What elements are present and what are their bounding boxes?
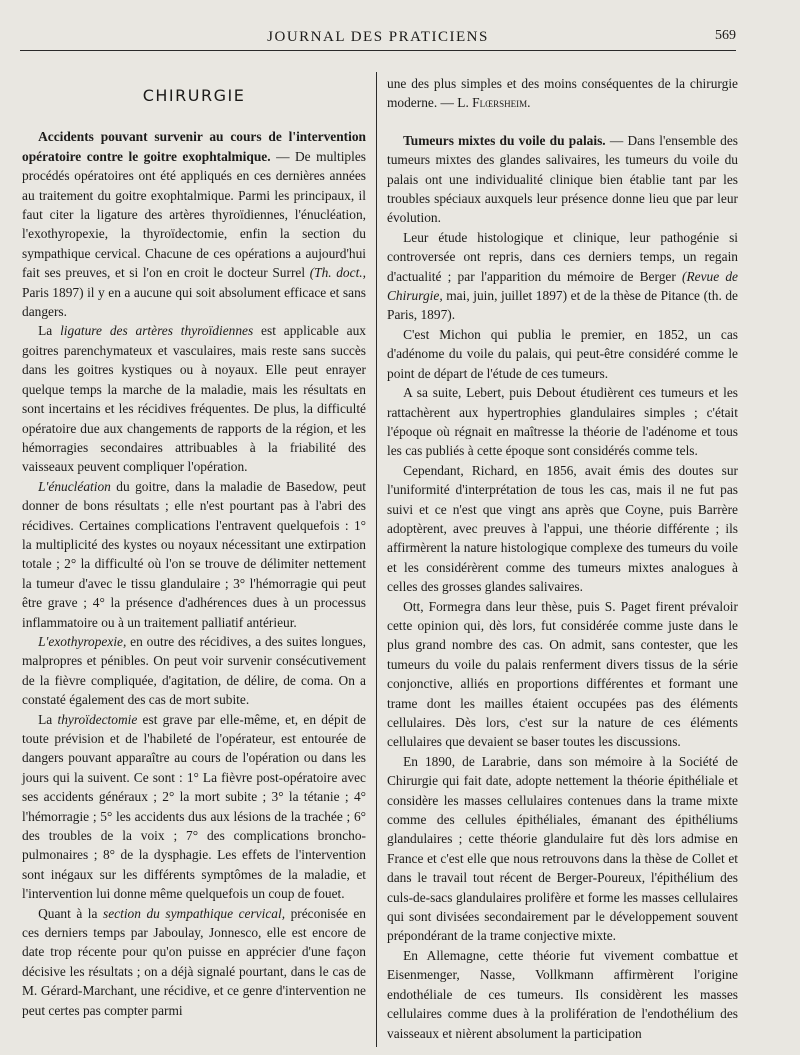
left-column [22, 74, 366, 1020]
paragraph-sympathique [22, 904, 366, 1020]
term-exothyropexie: L'exothyropexie, [38, 633, 127, 649]
term-sympathique: section du sympathique cervical, [103, 905, 286, 921]
paragraph-richard: Cependant, Richard, en 1856, avait émis des doutes sur l'uniformité d'interprétation de tous les cas, mais il ne fut pas suivi et ce n'est que vingt ans après que Coyne, puis Barrère adoptèrent, avec preuves à l'appui, une théorie différente ; ils affirmèrent la nature histologique complexe des tumeurs du voile et les considérèrent comme des tumeurs mixtes analogues à celles des grosses glandes salivaires. [387, 462, 738, 595]
text-segment: La [38, 711, 58, 727]
reference-surrel: (Th. doct., [309, 265, 366, 281]
paragraph-exothyropexie [22, 632, 366, 710]
paragraph-enucleation [22, 477, 366, 632]
paragraph-thyroidectomie-body: est grave par elle-même, et, en dépit de toute prévision et de l'habileté de l'opérateur, est entourée de dangers pouvant apparaître au cours de l'opération ou dans les jours qui la suivent. Ce sont : 1° La fièvre post-opératoire avec ses accidents généraux ; 2° la mort subite ; 3° la tétanie ; 4° l'hémorragie ; 5° les accidents dus aux lésions de la trachée ; 6° des troubles de la voix ; 7° des complications broncho-pulmonaires ; 8° de la dysphagie. Les effets de l'intervention sont inégaux sur les différents symptômes de la maladie, et l'intervention lui donne même quelquefois un coup de fouet. [22, 711, 366, 902]
continuation-text: une des plus simples et des moins conséquentes de la chirurgie moderne. — L. [387, 76, 738, 111]
term-thyroidectomie: thyroïdectomie [57, 711, 138, 727]
article-goitre-intro [22, 127, 366, 321]
paragraph-allemagne: En Allemagne, cette théorie fut vivement combattue et Eisenmenger, Nasse, Vollkmann affirmèrent l'origine endothéliale de ces tumeurs. Ils considèrent les masses cellulaires comme dues à la prolifération de l'endothélium des vaisseaux et nièrent absolument la participation [387, 947, 738, 1041]
article-goitre-title: Accidents pouvant survenir au cours de l'intervention opératoire contre le goitre exophtalmique. [22, 129, 366, 164]
running-title: JOURNAL DES PRATICIENS [267, 28, 489, 45]
page-header [20, 24, 736, 51]
article-palais-intro [387, 131, 738, 228]
term-ligature: ligature des artères thyroïdiennes [60, 323, 254, 339]
column-divider [376, 72, 377, 1047]
article-palais-body: — Dans l'ensemble des tumeurs mixtes des glandes salivaires, les tumeurs du voile du palais ont une individualité clinique bien établie tant par les troubles spéciaux auxquels leur présence donne lieu que par leur évolution. [387, 132, 738, 226]
right-column [387, 74, 738, 1043]
reference-revue: (Revue de Chirurgie, [387, 268, 738, 304]
paragraph-ligature [22, 321, 366, 476]
paragraph-lebert: A sa suite, Lebert, puis Debout étudièrent ces tumeurs et les rattachèrent aux hypertrophies glandulaires simples ; c'était l'époque où régnait en maîtresse la théorie de l'adénome et tous les cas publiés à cette époque sont considérés comme tels. [387, 385, 738, 459]
term-enucleation: L'énucléation [38, 478, 111, 494]
article-spacer [387, 113, 738, 131]
paragraph-larabrie: En 1890, de Larabrie, dans son mémoire à la Société de Chirurgie qui fait date, adopte nettement la théorie épithéliale et considère les masses cellulaires contenues dans la trame mixte comme des cellules épithéliales, émanant des épithéliums glandulaires ; cette théorie glandulaire fut dès lors admise en France et c'est elle que nous retrouvons dans la thèse de Collet et dans le travail tout récent de Berger-Poureux, l'épithélium des culs-de-sacs glandulaires prolifère et forme les masses cellulaires qui sont divisées secondairement par le développement souvent prépondérant de la trame conjective mixte. [387, 753, 738, 944]
paragraph-continuation [387, 74, 738, 113]
paragraph-enucleation-body: du goitre, dans la maladie de Basedow, peut donner de bons résultats ; elle n'est pourtant pas à l'abri des récidives. Certaines complications l'entravent quelquefois : 1° la multiplicité des kystes ou noyaux nécessitant une extirpation totale ; 2° la difficulté où l'on se trouve de délimiter nettement la tumeur d'avec le tissu glandulaire ; 3° l'hémorragie qui peut être grave ; 4° la présence d'adhérences dues à un processus inflammatoire ou à un traitement palliatif antérieur. [22, 478, 366, 630]
text-segment: La [38, 323, 61, 339]
paragraph-ott: Ott, Formegra dans leur thèse, puis S. Paget firent prévaloir cette opinion qui, dès lors, fut considérée comme juste dans le plus grand nombre des cas. On admit, sans contester, que les tumeurs du voile du palais renferment divers tissus de la série conjonctive, alliés en proportions différentes et formant une trame dont les mailles étaient occupées pas des éléments cellulaires. Dès lors, c'est sur la nature de ces éléments cellulaires que devaient se baser toutes les discussions. [387, 598, 738, 750]
paragraph-ligature-body: est applicable aux goitres parenchymateux et vasculaires, mais reste sans succès dans les goitres kystiques ou à noyaux. Elle peut enrayer quelque temps la marche de la maladie, mais les résultats en sont incertains et les récidives fréquentes. De plus, la difficulté opératoire due aux changements de rapports de la région, et les hémorragies secondaires attribuables à la friabilité des vaisseaux peuvent compliquer l'opération. [22, 323, 366, 475]
paragraph-berger [387, 228, 738, 325]
paragraph-michon: C'est Michon qui publia le premier, en 1852, un cas d'adénome du voile du palais, qui peut-être considéré comme le point de départ de l'étude de ces tumeurs. [387, 326, 738, 381]
author-signature: Flœrsheim. [472, 95, 531, 111]
paragraph-thyroidectomie [22, 710, 366, 904]
text-segment: mai, juin, juillet 1897) et de la thèse de Pitance (th. de Paris, 1897). [387, 288, 738, 323]
article-goitre-tail: Paris 1897) il y en a aucune qui soit absolument efficace et sans dangers. [22, 284, 366, 320]
paragraph-exothyropexie-body: en outre des récidives, a des suites longues, malpropres et pénibles. On peut voir survenir consécutivement de la fièvre compliquée, d'agitation, de délire, de coma. On a constaté également des cas de mort subite. [22, 633, 366, 708]
text-segment: Leur étude histologique et clinique, leur pathogénie si controversée ont repris, dans ces derniers temps, un regain d'actualité ; par l'apparition du mémoire de Berger [387, 229, 738, 284]
text-segment: Quant à la [38, 905, 103, 921]
section-title: CHIRURGIE [142, 86, 246, 105]
article-goitre-body: — De multiples procédés opératoires ont été appliqués en ces dernières années au traitement du goitre exophtalmique. Parmi les principaux, il faut citer la ligature des artères thyroïdiennes, l'énucléation, l'exothyropexie, la thyroïdectomie, enfin la section du sympathique cervical. Chacune de ces opérations a aujourd'hui fait ses preuves, et si l'on en croit le docteur Surrel [22, 148, 366, 281]
page-number: 569 [715, 28, 736, 43]
paragraph-sympathique-body: préconisée en ces derniers temps par Jaboulay, Jonnesco, elle est encore de date trop récente pour qu'on puisse en apprécier d'une façon décisive les résultats ; on a déjà signalé pourtant, dans le cas de M. Gérard-Marchant, une récidive, et ce genre d'intervention ne peut certes pas compter parmi [22, 905, 367, 1018]
article-palais-title: Tumeurs mixtes du voile du palais. [403, 132, 606, 148]
